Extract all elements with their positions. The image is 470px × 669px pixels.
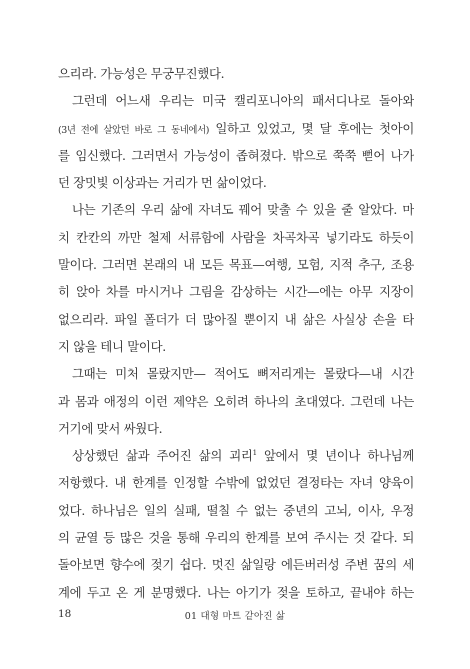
parenthetical-note: (3년 전에 살았던 바로 그 동네에서) (58, 124, 209, 136)
text-line: 으리라. 가능성은 무궁무진했다. (58, 66, 225, 81)
page-number: 18 (58, 608, 72, 620)
text-line: 던 장밋빛 이상과는 거리가 먼 삶이었다. (58, 175, 267, 191)
running-head: 01 대형 마트 같아진 삶 (184, 611, 286, 622)
text-line: 저항했다. 내 한계를 인정할 수밖에 없었던 결정타는 자녀 양육이 (58, 475, 414, 491)
page-footer (0, 608, 470, 624)
text-line: 과 몸과 애정의 이런 제약은 오히려 하나의 초대였다. 그런데 나는 (58, 393, 414, 409)
text-line: 었다. 하나님은 일의 실패, 떨칠 수 없는 중년의 고뇌, 이사, 우정 (58, 502, 414, 518)
text-run: 일하고 있었고, 몇 달 후에는 첫아이 (209, 120, 414, 136)
text-line: 를 임신했다. 그러면서 가능성이 좁혀졌다. 밖으로 쭉쭉 뻗어 나가 (58, 147, 414, 163)
text-line: 거기에 맞서 싸웠다. (58, 420, 163, 436)
text-line: 나는 기존의 우리 삶에 자녀도 꿰어 맞출 수 있을 줄 알았다. 마 (72, 202, 414, 218)
text-line: 돌아보면 향수에 젖기 쉽다. 멋진 삶일랑 에든버러성 주변 꿈의 세 (58, 557, 414, 573)
text-run: 상상했던 삶과 주어진 삶의 괴리 (72, 448, 253, 464)
text-line: 의 균열 등 많은 것을 통해 우리의 한계를 보여 주시는 것 같다. 되 (58, 530, 414, 546)
text-line: 히 앉아 차를 마시거나 그림을 감상하는 시간—에는 아무 지장이 (58, 284, 414, 300)
text-line: 계에 두고 온 게 분명했다. 나는 아기가 젖을 토하고, 끝내야 하는 (58, 584, 414, 600)
text-line: 치 칸칸의 까만 철제 서류함에 사람을 차곡차곡 넣기라도 하듯이 (58, 229, 414, 245)
text-line (58, 442, 414, 469)
footnote-marker: 1 (252, 449, 257, 458)
text-line: 그때는 미처 몰랐지만— 적어도 뼈저리게는 몰랐다—내 시간 (72, 366, 414, 382)
text-line: 그런데 어느새 우리는 미국 캘리포니아의 패서디나로 돌아와 (72, 93, 414, 109)
body-text (58, 60, 414, 606)
text-line: 지 않을 테니 말이다. (58, 338, 166, 354)
text-line: 말이다. 그러면 본래의 내 모든 목표—여행, 모험, 지적 추구, 조용 (58, 257, 414, 273)
text-line (58, 115, 414, 142)
text-run: 앞에서 몇 년이나 하나님께 (256, 448, 414, 464)
text-line: 없으리라. 파일 폴더가 더 많아질 뿐이지 내 삶은 사실상 손을 타 (58, 311, 414, 327)
